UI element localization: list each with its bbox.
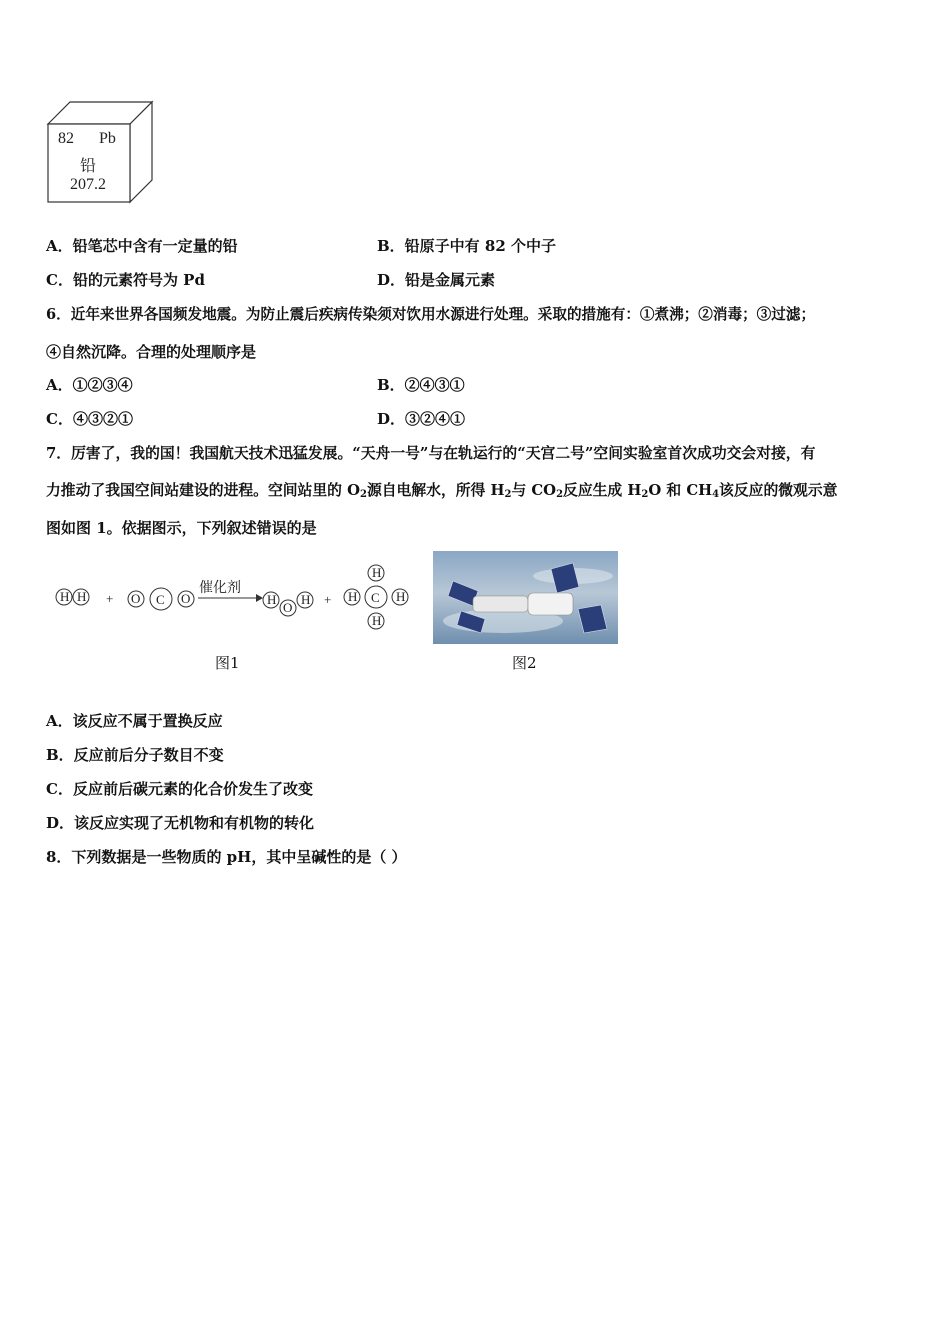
atom-o: O: [131, 591, 141, 606]
atom-c: C: [156, 592, 165, 607]
atom-h: H: [267, 592, 277, 607]
q5-option-a: A．铅笔芯中含有一定量的铅: [46, 237, 238, 255]
q6-option-a: A．①②③④: [46, 376, 133, 394]
reaction-svg: [50, 560, 420, 635]
figure1-label: 图1: [215, 654, 240, 672]
q6-option-b: B．②④③①: [377, 376, 465, 394]
element-symbol: Pb: [99, 130, 116, 147]
element-number: 82: [58, 130, 74, 147]
q5-option-c: C．铅的元素符号为 Pd: [46, 271, 205, 289]
atom-h: H: [301, 592, 311, 607]
atom-h: H: [77, 589, 87, 604]
figure2-label: 图2: [512, 654, 537, 672]
figure1-reaction-diagram: [50, 560, 420, 635]
atom-h: H: [348, 589, 358, 604]
q7-option-c: C．反应前后碳元素的化合价发生了改变: [46, 780, 313, 798]
space-station-svg: [433, 551, 618, 644]
plus-sign: +: [324, 592, 332, 607]
q5-option-d: D．铅是金属元素: [377, 271, 496, 289]
atom-o: O: [283, 600, 293, 615]
atom-h: H: [396, 589, 406, 604]
q6-option-c: C．④③②①: [46, 410, 133, 428]
atom-h: H: [60, 589, 70, 604]
q7-option-a: A．该反应不属于置换反应: [46, 712, 223, 730]
catalyst-label: 催化剂: [199, 581, 241, 596]
q7-option-b: B．反应前后分子数目不变: [46, 746, 224, 764]
q6-option-d: D．③②④①: [377, 410, 466, 428]
plus-sign: +: [106, 591, 114, 606]
q7-stem-line2: 力推动了我国空间站建设的进程。空间站里的 $O_2$源自电解水，所得 $H_2$与 $CO_2$反应生成 $H_2O$ 和 $CH_4$该反应的微观示意: [46, 482, 838, 500]
element-card: [44, 98, 156, 206]
q5-option-b: B．铅原子中有 82 个中子: [377, 237, 556, 255]
q7-stem-line1: 7．厉害了，我的国！我国航天技术迅猛发展。“天舟一号”与在轨运行的“天宫二号”空间实验室首次成功交会对接，有: [46, 445, 816, 462]
atom-c: C: [371, 590, 380, 605]
atom-h: H: [372, 613, 382, 628]
atom-h: H: [372, 565, 382, 580]
q7-option-d: D．该反应实现了无机物和有机物的转化: [46, 814, 315, 832]
atom-o: O: [181, 591, 191, 606]
element-name: 铅: [80, 158, 97, 175]
element-mass: 207.2: [70, 176, 106, 193]
q7-stem-line3: 图如图 1。依据图示，下列叙述错误的是: [46, 519, 317, 537]
q6-stem-line1: 6．近年来世界各国频发地震。为防止震后疾病传染须对饮用水源进行处理。采取的措施有：①煮沸；②消毒；③过滤；: [46, 306, 816, 323]
q8-stem-line1: 8．下列数据是一些物质的 pH，其中呈碱性的是（ ）: [46, 848, 407, 866]
q6-stem-line2: ④自然沉降。合理的处理顺序是: [46, 343, 257, 361]
figure2-space-station-image: [433, 551, 618, 644]
